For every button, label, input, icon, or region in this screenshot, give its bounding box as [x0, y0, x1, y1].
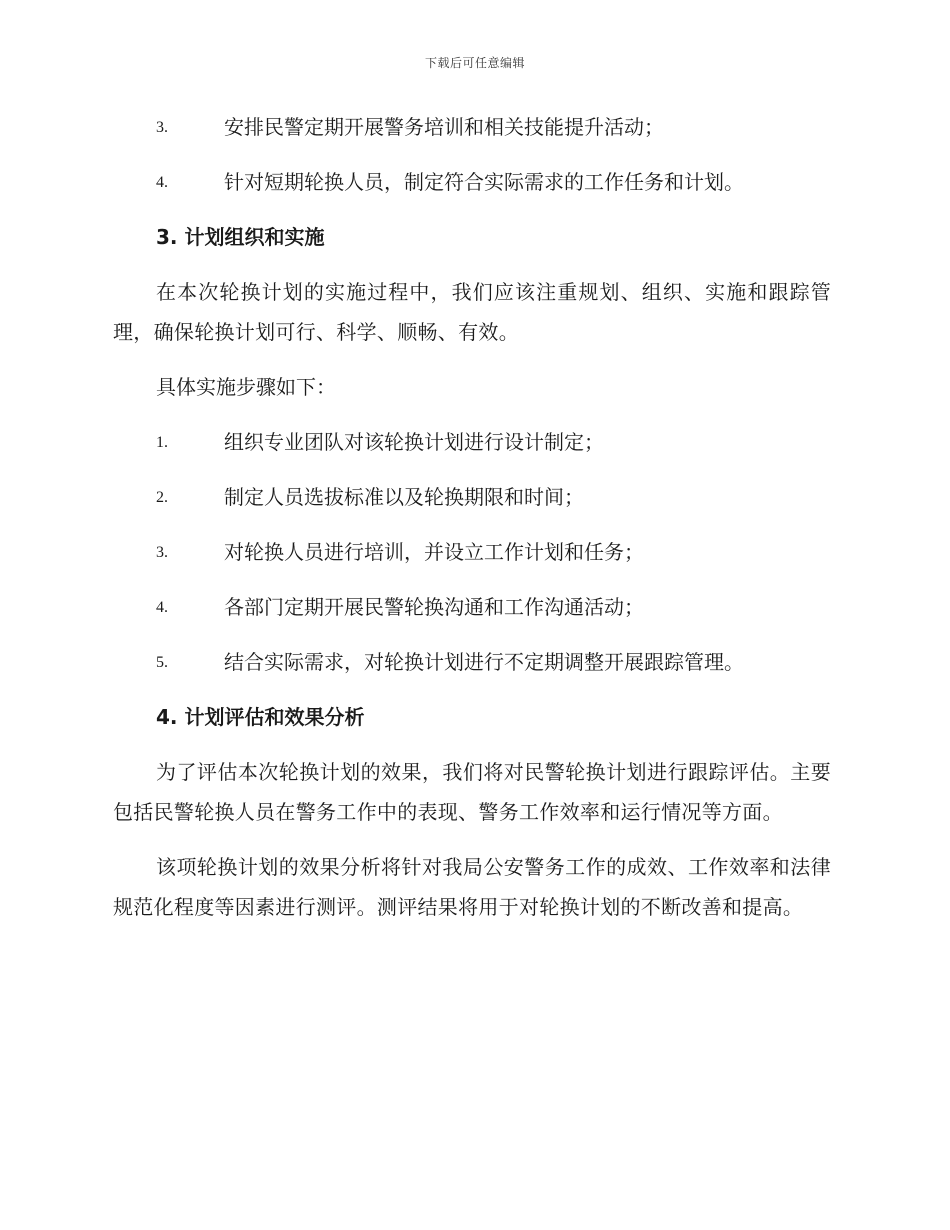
step-text: 组织专业团队对该轮换计划进行设计制定； — [224, 430, 604, 454]
step-text: 结合实际需求，对轮换计划进行不定期调整开展跟踪管理。 — [224, 650, 744, 674]
section-4-paragraph-2: 该项轮换计划的效果分析将针对我局公安警务工作的成效、工作效率和法律规范化程度等因素进行测评。测评结果将用于对轮换计划的不断改善和提高。 — [113, 855, 831, 919]
step-number: 4. — [156, 599, 168, 616]
list-number: 4. — [156, 174, 168, 191]
page-header-note: 下载后可任意编辑 — [424, 56, 525, 70]
step-text: 对轮换人员进行培训，并设立工作计划和任务； — [224, 540, 644, 564]
steps-intro: 具体实施步骤如下： — [156, 375, 336, 399]
step-number: 2. — [156, 489, 168, 506]
document-body — [113, 100, 831, 935]
section-4-paragraph-1: 为了评估本次轮换计划的效果，我们将对民警轮换计划进行跟踪评估。主要包括民警轮换人员在警务工作中的表现、警务工作效率和运行情况等方面。 — [113, 760, 831, 824]
list-text: 安排民警定期开展警务培训和相关技能提升活动； — [224, 115, 664, 139]
step-item — [113, 470, 831, 525]
list-item — [113, 100, 831, 155]
step-item — [113, 525, 831, 580]
section-heading-3: 3. 计划组织和实施 — [156, 225, 325, 249]
step-item — [113, 580, 831, 635]
step-item — [113, 415, 831, 470]
step-item — [113, 635, 831, 690]
step-text: 各部门定期开展民警轮换沟通和工作沟通活动； — [224, 595, 644, 619]
step-number: 5. — [156, 654, 168, 671]
section-heading-4: 4. 计划评估和效果分析 — [156, 705, 365, 729]
section-3-paragraph: 在本次轮换计划的实施过程中，我们应该注重规划、组织、实施和跟踪管理，确保轮换计划可行、科学、顺畅、有效。 — [113, 280, 831, 344]
list-text: 针对短期轮换人员，制定符合实际需求的工作任务和计划。 — [224, 170, 744, 194]
step-text: 制定人员选拔标准以及轮换期限和时间； — [224, 485, 584, 509]
list-item — [113, 155, 831, 210]
step-number: 3. — [156, 544, 168, 561]
list-number: 3. — [156, 119, 168, 136]
step-number: 1. — [156, 434, 168, 451]
